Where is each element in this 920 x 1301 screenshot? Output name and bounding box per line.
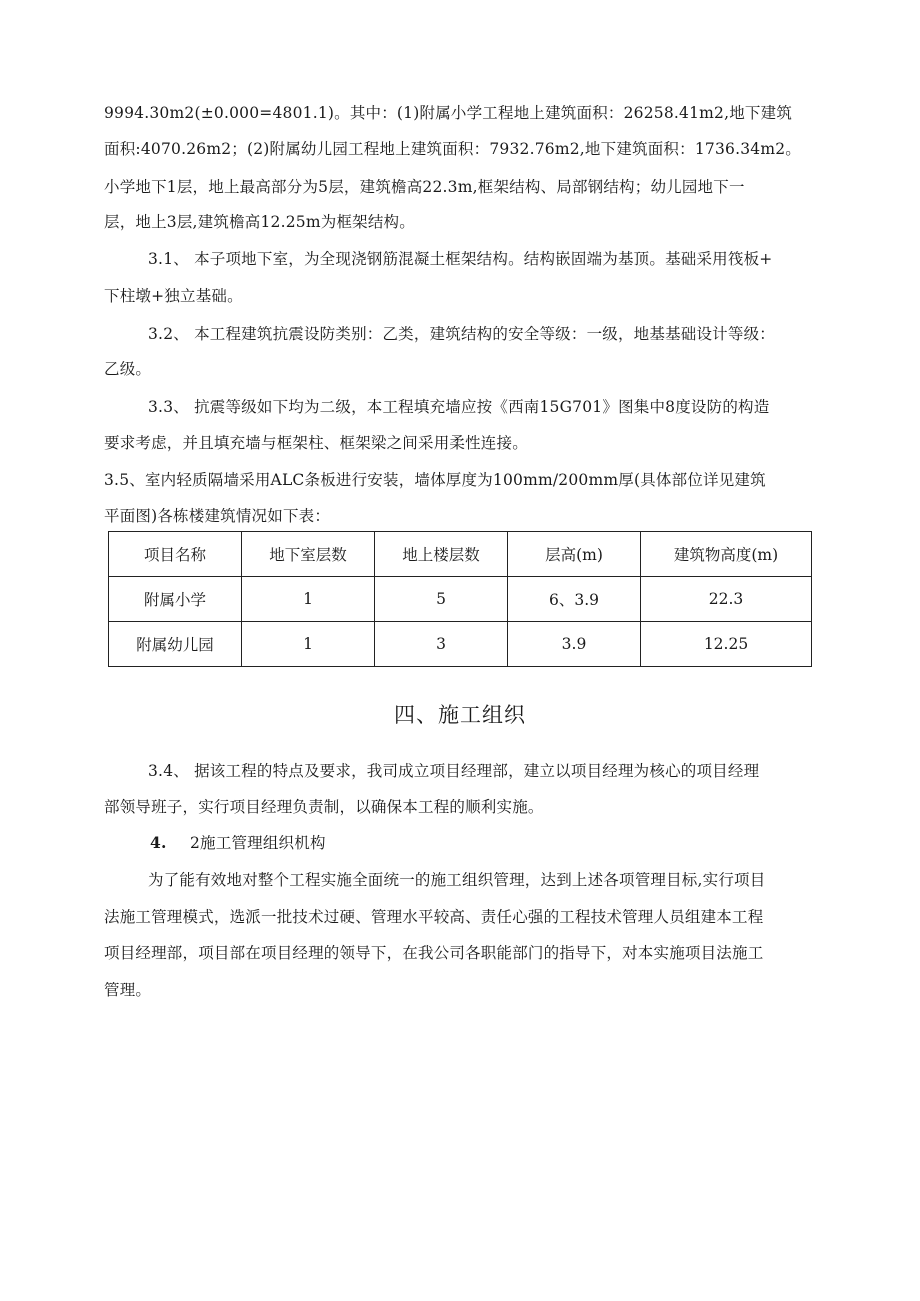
table-cell: 22.3 [641,577,812,622]
table-header-cell: 建筑物高度(m) [641,532,812,577]
table-header-cell: 地上楼层数 [375,532,508,577]
table-header-cell: 层高(m) [508,532,641,577]
closing-paragraph-line: 法施工管理模式，选派一批技术过硬、管理水平较高、责任心强的工程技术管理人员组建本工程 [104,908,764,926]
item-3-3-line: 3.3、 抗震等级如下均为二级，本工程填充墙应按《西南15G701》图集中8度设防的构造 [148,398,770,416]
item-3-1-line: 3.1、 本子项地下室，为全现浇钢筋混凝土框架结构。结构嵌固端为基顶。基础采用筏板+ [148,250,773,268]
paragraph-line: 9994.30m2(±0.000=4801.1)。其中：(1)附属小学工程地上建筑面积：26258.41m2,地下建筑 [104,104,793,122]
table-cell: 附属幼儿园 [109,622,242,667]
closing-paragraph-line: 管理。 [104,981,152,999]
item-3-4-line: 3.4、 据该工程的特点及要求，我司成立项目经理部，建立以项目经理为核心的项目经理 [148,762,760,780]
table-header-cell: 地下室层数 [242,532,375,577]
sub-heading-number: 4. [150,833,167,852]
table-cell: 1 [242,577,375,622]
table-cell: 6、3.9 [508,577,641,622]
closing-paragraph-line: 项目经理部，项目部在项目经理的领导下，在我公司各职能部门的指导下，对本实施项目法施工 [104,944,764,962]
item-3-4-line: 部领导班子，实行项目经理负责制，以确保本工程的顺利实施。 [104,798,544,816]
item-3-2-line: 3.2、 本工程建筑抗震设防类别：乙类，建筑结构的安全等级：一级，地基基础设计等级： [148,325,775,343]
closing-paragraph-line: 为了能有效地对整个工程实施全面统一的施工组织管理，达到上述各项管理目标,实行项目 [148,871,766,889]
paragraph-line: 小学地下1层，地上最高部分为5层，建筑檐高22.3m,框架结构、局部钢结构；幼儿园地下一 [104,178,745,196]
table-cell: 12.25 [641,622,812,667]
table-cell: 附属小学 [109,577,242,622]
paragraph-line: 面积:4070.26m2；(2)附属幼儿园工程地上建筑面积：7932.76m2,地下建筑面积：1736.34m2。 [104,140,801,158]
table-header-cell: 项目名称 [109,532,242,577]
table-cell: 1 [242,622,375,667]
paragraph-line: 层，地上3层,建筑檐高12.25m为框架结构。 [104,213,415,231]
table-cell: 5 [375,577,508,622]
item-3-2-line: 乙级。 [104,360,152,378]
table-cell: 3.9 [508,622,641,667]
table-cell: 3 [375,622,508,667]
table-header-row [109,532,812,577]
building-info-table [108,531,812,667]
table-row [109,622,812,667]
table-row [109,577,812,622]
item-3-3-line: 要求考虑，并且填充墙与框架柱、框架梁之间采用柔性连接。 [104,434,528,452]
item-3-5-line: 平面图)各栋楼建筑情况如下表： [104,507,331,525]
sub-heading-text: 2施工管理组织机构 [190,834,326,852]
item-3-1-line: 下柱墩+独立基础。 [104,287,243,305]
section-heading: 四、施工组织 [394,703,526,727]
item-3-5-line: 3.5、室内轻质隔墙采用ALC条板进行安装，墙体厚度为100mm/200mm厚(具体部位详见建筑 [104,471,766,489]
